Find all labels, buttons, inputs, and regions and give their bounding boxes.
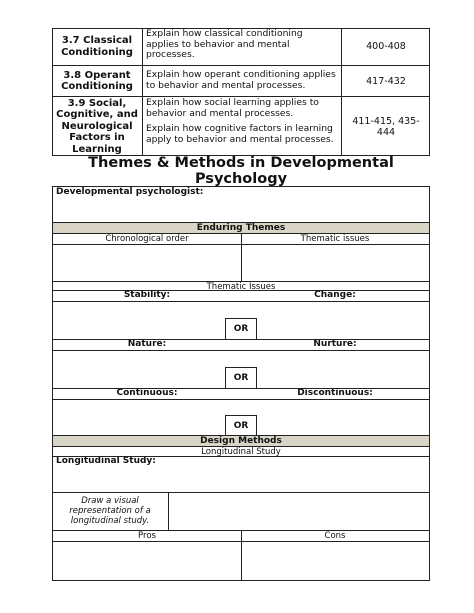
change-field[interactable] [257,302,429,339]
cons-field[interactable] [242,542,429,580]
enduring-themes-header: Enduring Themes [53,222,429,234]
chronological-order-field[interactable] [53,245,241,281]
draw-visual-instruction: Draw a visual representation of a longitudinal study. [69,496,151,526]
developmental-psychologist-label: Developmental psychologist: [56,187,204,197]
or-box: OR [225,415,257,437]
cons-label: Cons [324,531,346,541]
objective-topic: 3.9 Social, Cognitive, and Neurological Factors in Learning [52,97,143,156]
objective-description: Explain how classical conditioning applies to behavior and mental processes. [143,28,342,66]
stability-field[interactable] [53,302,225,339]
divider [53,456,429,457]
nurture-label: Nurture: [313,339,357,349]
thematic-issues-header: Thematic Issues [53,281,429,291]
stability-label: Stability: [123,290,171,300]
objective-topic: 3.8 Operant Conditioning [52,66,143,97]
draw-visual-field[interactable] [169,493,429,530]
longitudinal-study-label: Longitudinal Study: [56,456,156,466]
objective-pages: 400-408 [342,28,430,66]
design-methods-header: Design Methods [53,435,429,446]
objective-pages: 411-415, 435-444 [352,115,420,138]
thematic-issues-column-label: Thematic issues [300,234,370,244]
chronological-order-label: Chronological order [105,234,189,244]
discontinuous-field[interactable] [257,400,429,435]
pros-field[interactable] [53,542,241,580]
nature-label: Nature: [127,339,167,349]
discontinuous-label: Discontinuous: [297,388,373,398]
objective-pages: 417-432 [342,66,430,97]
objective-description: Explain how operant conditioning applies to behavior and mental processes. [143,66,342,97]
or-box: OR [225,318,257,340]
nurture-field[interactable] [257,351,429,388]
objective-description: Explain how social learning applies to behavior and mental processes. Explain how cognitive factors in learning apply to behavior and mental processes. [143,97,342,156]
or-box: OR [225,367,257,389]
page-title: Themes & Methods in Developmental Psychology [88,155,394,187]
pros-label: Pros [138,531,156,541]
nature-field[interactable] [53,351,225,388]
change-label: Change: [314,290,356,300]
continuous-label: Continuous: [116,388,178,398]
objective-topic: 3.7 Classical Conditioning [52,28,143,66]
thematic-issues-field[interactable] [242,245,429,281]
longitudinal-study-field[interactable] [53,468,429,492]
continuous-field[interactable] [53,400,225,435]
longitudinal-study-header: Longitudinal Study [53,446,429,456]
developmental-psychologist-field[interactable] [53,199,429,223]
